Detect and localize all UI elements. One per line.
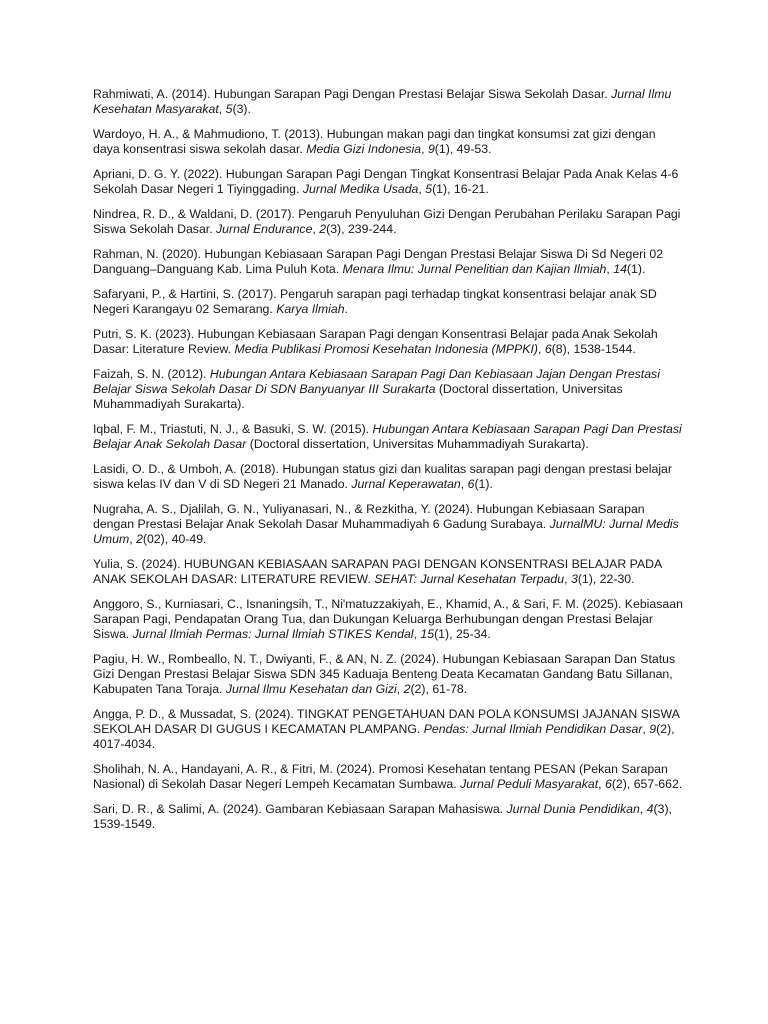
reference-entry <box>93 422 683 452</box>
reference-text: Nugraha, A. S., Djalilah, G. N., Yuliyanasari, N., & Rezkitha, Y. (2024). Hubungan Kebiasaan Sarapan dengan Prestasi Belajar Anak Sekolah Dasar Muhammadiyah 6 Gadung Surabaya. <box>93 502 645 531</box>
reference-italic-text: 3 <box>570 572 578 586</box>
reference-italic-text: Karya Ilmiah <box>276 302 345 316</box>
reference-text: Rahman, N. (2020). Hubungan Kebiasaan Sarapan Pagi Dengan Prestasi Belajar Siswa Di Sd Negeri 02 Danguang–Danguang Kab. Lima Puluh Kota. <box>93 247 664 276</box>
reference-text: , <box>396 682 404 696</box>
reference-entry <box>93 327 683 357</box>
reference-text: Lasidi, O. D., & Umboh, A. (2018). Hubungan status gizi dan kualitas sarapan pagi dengan prestasi belajar siswa kelas IV dan V di SD Negeri 21 Manado. <box>93 462 672 491</box>
reference-italic-text: 4 <box>646 802 654 816</box>
reference-text: Pagiu, H. W., Rombeallo, N. T., Dwiyanti, F., & AN, N. Z. (2024). Hubungan Kebiasaan Sarapan Dan Status Gizi Dengan Prestasi Belajar Siswa SDN 345 Kaduaja Benteng Deata Kecamatan Gandang Batu Sillanan, Kabupaten Tana Toraja. <box>93 652 676 696</box>
reference-text: (1), 22-30. <box>577 572 635 586</box>
reference-entry <box>93 557 683 587</box>
reference-text: Rahmiwati, A. (2014). Hubungan Sarapan Pagi Dengan Prestasi Belajar Siswa Sekolah Dasar. <box>93 87 612 101</box>
reference-italic-text: Hubungan Antara Kebiasaan Sarapan Pagi Dan Kebiasaan Jajan Dengan Prestasi Belajar Siswa Sekolah Dasar Di SDN Banyuanyar III Surakarta <box>93 367 660 396</box>
reference-text: Iqbal, F. M., Triastuti, N. J., & Basuki, S. W. (2015). <box>93 422 373 436</box>
reference-text: , <box>421 142 428 156</box>
reference-italic-text: 14 <box>613 262 627 276</box>
reference-italic-text: SEHAT: Jurnal Kesehatan Terpadu <box>374 572 565 586</box>
reference-italic-text: Jurnal Endurance <box>216 222 313 236</box>
reference-entry <box>93 207 683 237</box>
reference-italic-text: 5 <box>225 102 233 116</box>
reference-text: , <box>460 477 468 491</box>
reference-text: (2), 4017-4034. <box>93 722 675 751</box>
reference-italic-text: Jurnal Keperawatan <box>351 477 461 491</box>
reference-entry <box>93 367 683 412</box>
reference-text: Sholihah, N. A., Handayani, A. R., & Fitri, M. (2024). Promosi Kesehatan tentang PESAN (Pekan Sarapan Nasional) di Sekolah Dasar Negeri Lempeh Kecamatan Sumbawa. <box>93 762 668 791</box>
reference-italic-text: 2 <box>403 682 411 696</box>
reference-entry <box>93 167 683 197</box>
reference-entry <box>93 802 683 832</box>
reference-text: , <box>312 222 320 236</box>
reference-text: , <box>639 802 647 816</box>
reference-text: (Doctoral dissertation, Universitas Muhammadiyah Surakarta). <box>246 437 589 451</box>
reference-text: , <box>606 262 614 276</box>
reference-text: (02), 40-49. <box>142 532 207 546</box>
reference-italic-text: Jurnal Ilmiah Permas: Jurnal Ilmiah STIKES Kendal <box>132 627 414 641</box>
reference-text: , <box>129 532 137 546</box>
reference-entry <box>93 597 683 642</box>
reference-italic-text: 6 <box>604 777 612 791</box>
reference-text: Apriani, D. G. Y. (2022). Hubungan Sarapan Pagi Dengan Tingkat Konsentrasi Belajar Pada Anak Kelas 4-6 Sekolah Dasar Negeri 1 Tiyinggading. <box>93 167 679 196</box>
reference-text: (3), 239-244. <box>326 222 397 236</box>
reference-text: (2), 657-662. <box>611 777 683 791</box>
reference-italic-text: JurnalMU: Jurnal Medis Umum <box>93 517 679 546</box>
reference-text: Faizah, S. N. (2012). <box>93 367 210 381</box>
reference-italic-text: 2 <box>319 222 327 236</box>
reference-entry <box>93 127 683 157</box>
reference-entry <box>93 462 683 492</box>
reference-italic-text: 6 <box>467 477 475 491</box>
reference-text: (Doctoral dissertation, Universitas Muhammadiyah Surakarta). <box>93 382 623 411</box>
reference-entry <box>93 87 683 117</box>
reference-text: , <box>218 102 226 116</box>
reference-text: (1), 49-53. <box>434 142 492 156</box>
reference-italic-text: Menara Ilmu: Jurnal Penelitian dan Kajian Ilmiah <box>342 262 607 276</box>
reference-italic-text: Media Gizi Indonesia <box>306 142 422 156</box>
reference-text: Nindrea, R. D., & Waldani, D. (2017). Pengaruh Penyuluhan Gizi Dengan Perubahan Perilaku Sarapan Pagi Siswa Sekolah Dasar. <box>93 207 681 236</box>
reference-text: Angga, P. D., & Mussadat, S. (2024). TINGKAT PENGETAHUAN DAN POLA KONSUMSI JAJANAN SISWA SEKOLAH DASAR DI GUGUS I KECAMATAN PLAMPANG. <box>93 707 680 736</box>
reference-text: . <box>344 302 348 316</box>
reference-entry <box>93 502 683 547</box>
reference-italic-text: 6 <box>544 342 552 356</box>
reference-text: (1). <box>626 262 646 276</box>
reference-entry <box>93 287 683 317</box>
reference-text: (2), 61-78. <box>410 682 468 696</box>
reference-text: , <box>413 627 421 641</box>
reference-text: (1), 16-21. <box>432 182 489 196</box>
reference-entry <box>93 247 683 277</box>
reference-text: (3). <box>232 102 251 116</box>
reference-text: Safaryani, P., & Hartini, S. (2017). Pengaruh sarapan pagi terhadap tingkat konsentrasi belajar anak SD Negeri Karangayu 02 Semarang. <box>93 287 657 316</box>
reference-text: Anggoro, S., Kurniasari, C., Isnaningsih, T., Ni'matuzzakiyah, E., Khamid, A., & Sari, F. M. (2025). Kebiasaan Sarapan Pagi, Pendapatan Orang Tua, dan Dukungan Keluarga Berhubungan dengan Prestasi Belajar Siswa. <box>93 597 683 641</box>
reference-text: (8), 1538-1544. <box>551 342 636 356</box>
reference-italic-text: Jurnal Peduli Masyarakat <box>460 777 599 791</box>
reference-list <box>93 87 683 842</box>
reference-italic-text: 5 <box>425 182 433 196</box>
reference-text: (1), 25-34. <box>434 627 491 641</box>
reference-text: Wardoyo, H. A., & Mahmudiono, T. (2013). Hubungan makan pagi dan tingkat konsumsi zat gizi dengan daya konsentrasi siswa sekolah dasar. <box>93 127 656 156</box>
reference-entry <box>93 762 683 792</box>
reference-italic-text: 15 <box>420 627 435 641</box>
reference-italic-text: Pendas: Jurnal Ilmiah Pendidikan Dasar <box>423 722 643 736</box>
reference-text: Sari, D. R., & Salimi, A. (2024). Gambaran Kebiasaan Sarapan Mahasiswa. <box>93 802 507 816</box>
reference-entry <box>93 707 683 752</box>
reference-text: (3), 1539-1549. <box>93 802 672 831</box>
reference-italic-text: Jurnal Ilmu Kesehatan Masyarakat <box>93 87 672 116</box>
reference-italic-text: 2 <box>136 532 143 546</box>
reference-italic-text: Media Publikasi Promosi Kesehatan Indonesia (MPPKI) <box>234 342 538 356</box>
reference-text: , <box>642 722 650 736</box>
reference-italic-text: 9 <box>427 142 435 156</box>
reference-entry <box>93 652 683 697</box>
reference-text: , <box>564 572 571 586</box>
reference-text: , <box>418 182 426 196</box>
reference-text: Yulia, S. (2024). HUBUNGAN KEBIASAAN SARAPAN PAGI DENGAN KONSENTRASI BELAJAR PADA ANAK SEKOLAH DASAR: LITERATURE REVIEW. <box>93 557 662 586</box>
reference-italic-text: Jurnal Ilmu Kesehatan dan Gizi <box>225 682 397 696</box>
reference-text: , <box>598 777 605 791</box>
reference-italic-text: Hubungan Antara Kebiasaan Sarapan Pagi Dan Prestasi Belajar Anak Sekolah Dasar <box>93 422 682 451</box>
reference-text: , <box>537 342 545 356</box>
reference-text: (1). <box>474 477 493 491</box>
reference-italic-text: Jurnal Medika Usada <box>302 182 419 196</box>
reference-text: Putri, S. K. (2023). Hubungan Kebiasaan Sarapan Pagi dengan Konsentrasi Belajar pada Anak Sekolah Dasar: Literature Review. <box>93 327 658 356</box>
reference-italic-text: 9 <box>649 722 657 736</box>
reference-italic-text: Jurnal Dunia Pendidikan <box>506 802 640 816</box>
